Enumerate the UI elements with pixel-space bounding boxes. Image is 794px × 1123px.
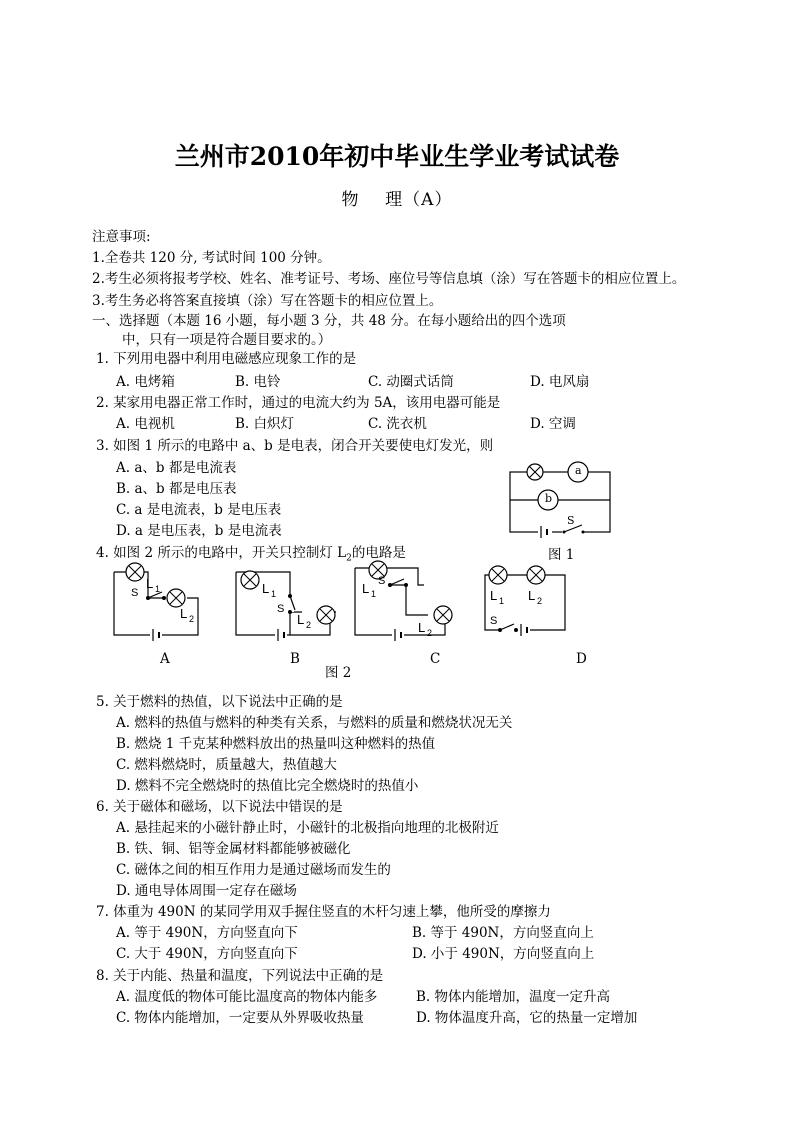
q6-option-c: C. 磁体之间的相互作用力是通过磁场而发生的: [116, 862, 391, 878]
q6-option-b: B. 铁、铜、铝等金属材料都能够被磁化: [116, 841, 351, 857]
q7-option-a: A. 等于 490N，方向竖直向下: [116, 925, 298, 941]
q5-option-c: C. 燃料燃烧时，质量越大，热值越大: [116, 757, 337, 773]
q3-option-b: B. a、b 都是电压表: [116, 481, 237, 497]
svg-text:L: L: [528, 588, 536, 603]
fig1-switch-label: S: [567, 514, 575, 527]
fig2-label-d: D: [576, 651, 587, 667]
notice-item-1: 1.全卷共 120 分, 考试时间 100 分钟。: [92, 250, 331, 266]
notice-heading: 注意事项:: [92, 229, 151, 245]
question-5: 5. 关于燃料的热值，以下说法中正确的是: [96, 694, 343, 710]
q6-option-d: D. 通电导体周围一定存在磁场: [116, 883, 297, 899]
svg-text:S: S: [490, 615, 498, 627]
svg-text:L: L: [180, 606, 188, 621]
svg-text:L: L: [262, 581, 270, 596]
q2-option-b: B. 白炽灯: [235, 416, 295, 432]
q7-option-c: C. 大于 490N，方向竖直向下: [116, 946, 298, 962]
battery-icons: [150, 623, 530, 642]
section-heading-cont: 中，只有一项是符合题目要求的。）: [122, 332, 332, 348]
q8-option-b: B. 物体内能增加，温度一定升高: [416, 989, 611, 1005]
switch-icons: [147, 579, 518, 636]
question-1: 1. 下列用电器中利用电磁感应现象工作的是: [96, 351, 357, 367]
svg-text:L: L: [490, 588, 498, 603]
svg-text:1: 1: [499, 596, 505, 606]
figure-2-caption: 图 2: [325, 665, 352, 681]
q4-stem-sub: 2: [346, 553, 352, 564]
q2-option-a: A. 电视机: [116, 416, 175, 432]
q8-option-c: C. 物体内能增加，一定要从外界吸收热量: [116, 1010, 364, 1026]
svg-text:L: L: [362, 581, 370, 596]
figure-2-circuits: [100, 560, 590, 645]
q5-option-a: A. 燃料的热值与燃料的种类有关系，与燃料的质量和燃烧状况无关: [116, 715, 513, 731]
svg-text:1: 1: [371, 589, 377, 599]
q8-option-a: A. 温度低的物体可能比温度高的物体内能多: [116, 989, 378, 1005]
q1-option-d: D. 电风扇: [530, 374, 590, 390]
notice-item-3: 3.考生务必将答案直接填（涂）写在答题卡的相应位置上。: [92, 293, 443, 309]
svg-text:L: L: [146, 576, 154, 591]
svg-text:1: 1: [271, 589, 277, 599]
q4-stem-post: 的电路是: [351, 545, 406, 561]
fig2-label-b: B: [290, 651, 300, 667]
svg-text:S: S: [378, 575, 386, 587]
svg-text:2: 2: [306, 620, 312, 630]
svg-text:2: 2: [537, 596, 543, 606]
q7-option-b: B. 等于 490N，方向竖直向上: [412, 925, 594, 941]
figure-1-circuit: [500, 460, 620, 540]
q2-option-d: D. 空调: [530, 416, 576, 432]
q4-stem-pre: 4. 如图 2 所示的电路中，开关只控制灯 L: [96, 545, 347, 561]
question-6: 6. 关于磁体和磁场，以下说法中错误的是: [96, 799, 343, 815]
svg-text:S: S: [131, 587, 139, 599]
q5-option-d: D. 燃料不完全燃烧时的热值比完全燃烧时的热值小: [116, 778, 419, 794]
q3-option-d: D. a 是电压表，b 是电流表: [116, 523, 282, 539]
question-3: 3. 如图 1 所示的电路中 a、b 是电表，闭合开关要使电灯发光，则: [96, 438, 494, 454]
fig2-label-a: A: [160, 651, 170, 667]
svg-text:1: 1: [155, 584, 161, 594]
figure-1-caption: 图 1: [548, 547, 575, 563]
q5-option-b: B. 燃烧 1 千克某种燃料放出的热量叫这种燃料的热值: [116, 736, 436, 752]
fig2-label-c: C: [430, 651, 441, 667]
meter-b-label: b: [545, 492, 553, 505]
svg-text:2: 2: [427, 628, 433, 638]
svg-text:L: L: [297, 612, 305, 627]
q1-option-a: A. 电烤箱: [116, 374, 175, 390]
q8-option-d: D. 物体温度升高，它的热量一定增加: [416, 1010, 638, 1026]
subject-subtitle: 物 理（A）: [341, 190, 453, 210]
q3-option-a: A. a、b 都是电流表: [116, 460, 237, 476]
question-8: 8. 关于内能、热量和温度，下列说法中正确的是: [96, 968, 384, 984]
svg-text:L: L: [418, 620, 426, 635]
meter-a-label: a: [575, 464, 582, 477]
question-2: 2. 某家用电器正常工作时，通过的电流大约为 5A，该用电器可能是: [96, 395, 501, 411]
q1-option-c: C. 动圈式话筒: [368, 374, 454, 390]
page-title: 兰州市2010年初中毕业生学业考试试卷: [174, 142, 620, 171]
notice-item-2: 2.考生必须将报考学校、姓名、准考证号、考场、座位号等信息填（涂）写在答题卡的相应位置上。: [92, 271, 686, 287]
q2-option-c: C. 洗衣机: [368, 416, 427, 432]
svg-text:S: S: [277, 603, 285, 615]
q6-option-a: A. 悬挂起来的小磁针静止时，小磁针的北极指向地理的北极附近: [116, 820, 499, 836]
q1-option-b: B. 电铃: [235, 374, 281, 390]
section-heading: 一、选择题（本题 16 小题，每小题 3 分，共 48 分。在每小题给出的四个选项: [92, 313, 566, 329]
q7-option-d: D. 小于 490N，方向竖直向上: [412, 946, 595, 962]
svg-text:2: 2: [189, 614, 195, 624]
question-7: 7. 体重为 490N 的某同学用双手握住竖直的木杆匀速上攀，他所受的摩擦力: [96, 904, 551, 920]
q3-option-c: C. a 是电流表，b 是电压表: [116, 502, 282, 518]
